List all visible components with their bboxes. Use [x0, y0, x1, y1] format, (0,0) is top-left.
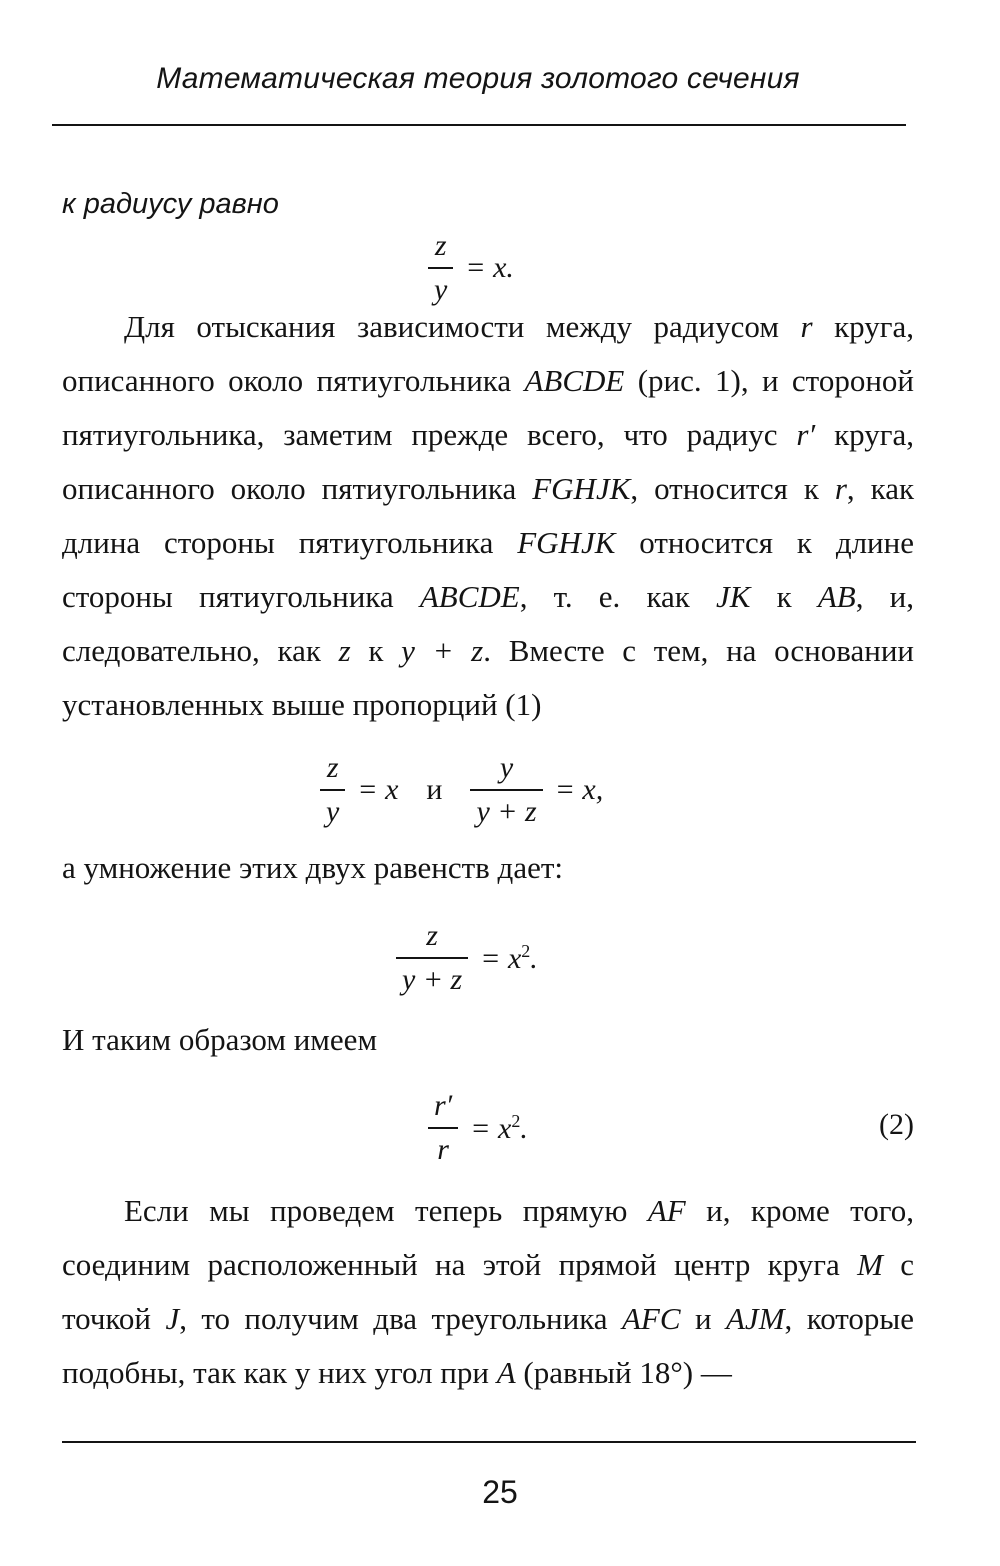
math-r: r [800, 309, 813, 344]
text: круга, описанного около пятиугольника [62, 309, 914, 398]
text: , и, следовательно, как [62, 579, 915, 668]
page-header: Математическая теория золотого сечения [156, 62, 800, 95]
text: относится к длине стороны пятиугольника [62, 525, 914, 614]
numerator: y [499, 751, 514, 784]
text: к [750, 579, 818, 614]
denominator: r [437, 1133, 449, 1166]
text: (рис. 1), и стороной пятиугольника, заметим прежде всего, что радиус [62, 363, 914, 452]
conjunction: и [426, 773, 443, 806]
text: , то получим два треугольника [179, 1301, 622, 1336]
paragraph-2 [62, 1184, 914, 1400]
math-jk: JK [716, 579, 751, 614]
math-r: r [834, 471, 847, 506]
lead-text: к радиусу равно [62, 188, 279, 220]
formula-z-over-ypz [396, 918, 538, 998]
math-j: J [165, 1301, 180, 1336]
fraction-bar [320, 789, 345, 791]
math-ajm: AJM [726, 1301, 785, 1336]
denominator: y [434, 273, 448, 306]
denominator: y [326, 795, 340, 828]
formula-rhs: = x, [554, 773, 604, 806]
formula-pair [320, 750, 603, 830]
math-fghjk: FGHJK [532, 471, 631, 506]
text: , т. е. как [519, 579, 717, 614]
text: Для отыскания зависимости между радиусом [124, 309, 801, 344]
formula-z-over-y [428, 228, 514, 308]
numerator: z [434, 229, 447, 262]
math-y-plus-z: y + z [401, 633, 484, 668]
denominator: y + z [402, 963, 463, 996]
math-a: A [496, 1355, 516, 1390]
fraction [428, 1088, 458, 1168]
text: круга, описанного около пятиугольника [62, 417, 914, 506]
denominator: y + z [476, 795, 537, 828]
text: и [680, 1301, 726, 1336]
fraction [470, 750, 542, 830]
formula-rhs: = $x^2$. [470, 1110, 528, 1145]
math-abcde: ABCDE [419, 579, 520, 614]
formula-rhs: = x. [465, 251, 514, 284]
text: . Вместе с тем, на основании установленных выше пропорций (1) [62, 633, 914, 722]
fraction [396, 918, 468, 998]
text: , которые подобны, так как у них угол при [62, 1301, 915, 1390]
line-multiplication: а умножение этих двух равенств дает: [62, 850, 563, 885]
text: к [350, 633, 402, 668]
math-afc: AFC [622, 1301, 681, 1336]
fraction-bar [428, 267, 453, 269]
line-thus: И таким образом имеем [62, 1022, 378, 1057]
fraction-bar [470, 789, 542, 791]
text: , относится к [630, 471, 835, 506]
numerator: z [426, 919, 438, 952]
equation-number: (2) [879, 1108, 914, 1141]
text: , как длина стороны пятиугольника [62, 471, 915, 560]
fraction [320, 750, 345, 830]
math-fghjk: FGHJK [517, 525, 616, 560]
text: и, кроме того, соединим расположенный на этой прямой центр круга [62, 1193, 914, 1282]
formula-rhs: = $x^2$. [480, 940, 538, 975]
text: с точкой [62, 1247, 915, 1336]
header-rule [52, 124, 906, 126]
math-z: z [338, 633, 351, 668]
fraction [428, 228, 453, 308]
formula-rprime-over-r [428, 1088, 528, 1168]
footer-rule [62, 1441, 916, 1443]
numerator: r′ [434, 1089, 453, 1122]
fraction-bar [396, 957, 468, 959]
math-r-prime: r′ [796, 417, 816, 452]
paragraph-1 [62, 300, 914, 732]
math-abcde: ABCDE [524, 363, 625, 398]
numerator: z [326, 751, 339, 784]
text: (равный 18°) — [515, 1355, 732, 1390]
math-m: M [857, 1247, 883, 1282]
math-af: AF [647, 1193, 686, 1228]
formula-rhs: = x [357, 773, 399, 806]
math-ab: AB [817, 579, 856, 614]
page-number: 25 [482, 1474, 518, 1510]
text: Если мы проведем теперь прямую [124, 1193, 648, 1228]
fraction-bar [428, 1127, 458, 1129]
